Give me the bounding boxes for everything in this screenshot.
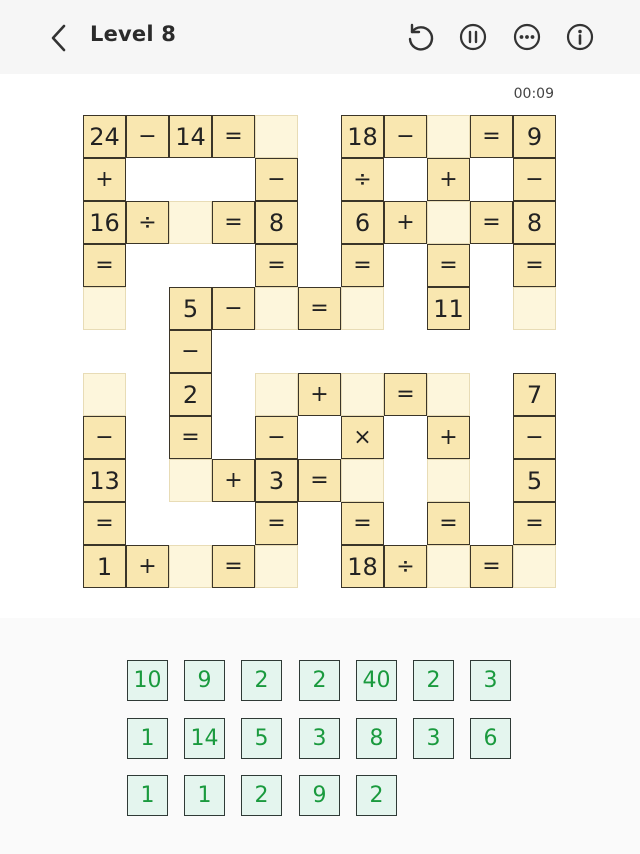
number-cell: 11 bbox=[427, 287, 470, 330]
number-tile[interactable]: 3 bbox=[470, 660, 511, 701]
blank-cell[interactable] bbox=[255, 287, 298, 330]
number-tile[interactable]: 2 bbox=[241, 660, 282, 701]
number-tile[interactable]: 2 bbox=[356, 775, 397, 816]
operator-cell: − bbox=[126, 115, 169, 158]
operator-cell: ÷ bbox=[341, 158, 384, 201]
number-cell: 8 bbox=[255, 201, 298, 244]
number-tile[interactable]: 1 bbox=[184, 775, 225, 816]
number-cell: 1 bbox=[83, 545, 126, 588]
operator-cell: × bbox=[341, 416, 384, 459]
number-tile[interactable]: 3 bbox=[299, 718, 340, 759]
operator-cell: + bbox=[384, 201, 427, 244]
number-cell: 16 bbox=[83, 201, 126, 244]
operator-cell: − bbox=[513, 416, 556, 459]
operator-cell: = bbox=[427, 244, 470, 287]
blank-cell[interactable] bbox=[427, 373, 470, 416]
number-cell: 18 bbox=[341, 545, 384, 588]
operator-cell: = bbox=[427, 502, 470, 545]
operator-cell: = bbox=[83, 502, 126, 545]
number-cell: 13 bbox=[83, 459, 126, 502]
blank-cell[interactable] bbox=[169, 201, 212, 244]
blank-cell[interactable] bbox=[169, 545, 212, 588]
operator-cell: = bbox=[255, 502, 298, 545]
operator-cell: + bbox=[427, 158, 470, 201]
operator-cell: + bbox=[83, 158, 126, 201]
number-tile[interactable]: 1 bbox=[127, 775, 168, 816]
operator-cell: = bbox=[341, 502, 384, 545]
number-tile[interactable]: 9 bbox=[184, 660, 225, 701]
number-tile[interactable]: 5 bbox=[241, 718, 282, 759]
operator-cell: + bbox=[427, 416, 470, 459]
operator-cell: + bbox=[212, 459, 255, 502]
blank-cell[interactable] bbox=[83, 287, 126, 330]
operator-cell: − bbox=[513, 158, 556, 201]
operator-cell: = bbox=[212, 545, 255, 588]
number-tile[interactable]: 10 bbox=[127, 660, 168, 701]
operator-cell: = bbox=[470, 201, 513, 244]
blank-cell[interactable] bbox=[513, 545, 556, 588]
number-tile[interactable]: 2 bbox=[299, 660, 340, 701]
operator-cell: − bbox=[384, 115, 427, 158]
number-tile[interactable]: 40 bbox=[356, 660, 397, 701]
number-cell: 7 bbox=[513, 373, 556, 416]
operator-cell: = bbox=[255, 244, 298, 287]
operator-cell: = bbox=[384, 373, 427, 416]
number-cell: 24 bbox=[83, 115, 126, 158]
operator-cell: = bbox=[513, 244, 556, 287]
number-cell: 14 bbox=[169, 115, 212, 158]
number-tile[interactable]: 9 bbox=[299, 775, 340, 816]
operator-cell: = bbox=[298, 287, 341, 330]
operator-cell: ÷ bbox=[384, 545, 427, 588]
operator-cell: = bbox=[212, 201, 255, 244]
number-cell: 6 bbox=[341, 201, 384, 244]
operator-cell: = bbox=[513, 502, 556, 545]
number-cell: 9 bbox=[513, 115, 556, 158]
operator-cell: + bbox=[298, 373, 341, 416]
operator-cell: = bbox=[470, 545, 513, 588]
operator-cell: = bbox=[341, 244, 384, 287]
number-tile[interactable]: 6 bbox=[470, 718, 511, 759]
blank-cell[interactable] bbox=[427, 459, 470, 502]
number-cell: 3 bbox=[255, 459, 298, 502]
number-tile[interactable]: 14 bbox=[184, 718, 225, 759]
operator-cell: − bbox=[169, 330, 212, 373]
blank-cell[interactable] bbox=[255, 545, 298, 588]
blank-cell[interactable] bbox=[427, 201, 470, 244]
blank-cell[interactable] bbox=[83, 373, 126, 416]
blank-cell[interactable] bbox=[513, 287, 556, 330]
number-cell: 8 bbox=[513, 201, 556, 244]
blank-cell[interactable] bbox=[341, 459, 384, 502]
blank-cell[interactable] bbox=[427, 115, 470, 158]
number-tile[interactable]: 2 bbox=[413, 660, 454, 701]
page-title: Level 8 bbox=[90, 22, 177, 46]
operator-cell: = bbox=[212, 115, 255, 158]
blank-cell[interactable] bbox=[341, 287, 384, 330]
operator-cell: − bbox=[255, 416, 298, 459]
blank-cell[interactable] bbox=[341, 373, 384, 416]
number-tile[interactable]: 3 bbox=[413, 718, 454, 759]
number-tile[interactable]: 1 bbox=[127, 718, 168, 759]
operator-cell: ÷ bbox=[126, 201, 169, 244]
blank-cell[interactable] bbox=[255, 373, 298, 416]
blank-cell[interactable] bbox=[169, 459, 212, 502]
number-cell: 5 bbox=[169, 287, 212, 330]
operator-cell: = bbox=[169, 416, 212, 459]
blank-cell[interactable] bbox=[255, 115, 298, 158]
timer: 00:09 bbox=[513, 86, 554, 102]
operator-cell: + bbox=[126, 545, 169, 588]
number-tile[interactable]: 8 bbox=[356, 718, 397, 759]
number-cell: 5 bbox=[513, 459, 556, 502]
operator-cell: = bbox=[83, 244, 126, 287]
blank-cell[interactable] bbox=[427, 545, 470, 588]
number-cell: 18 bbox=[341, 115, 384, 158]
operator-cell: = bbox=[298, 459, 341, 502]
operator-cell: − bbox=[83, 416, 126, 459]
number-tile[interactable]: 2 bbox=[241, 775, 282, 816]
operator-cell: − bbox=[212, 287, 255, 330]
operator-cell: = bbox=[470, 115, 513, 158]
operator-cell: − bbox=[255, 158, 298, 201]
number-cell: 2 bbox=[169, 373, 212, 416]
